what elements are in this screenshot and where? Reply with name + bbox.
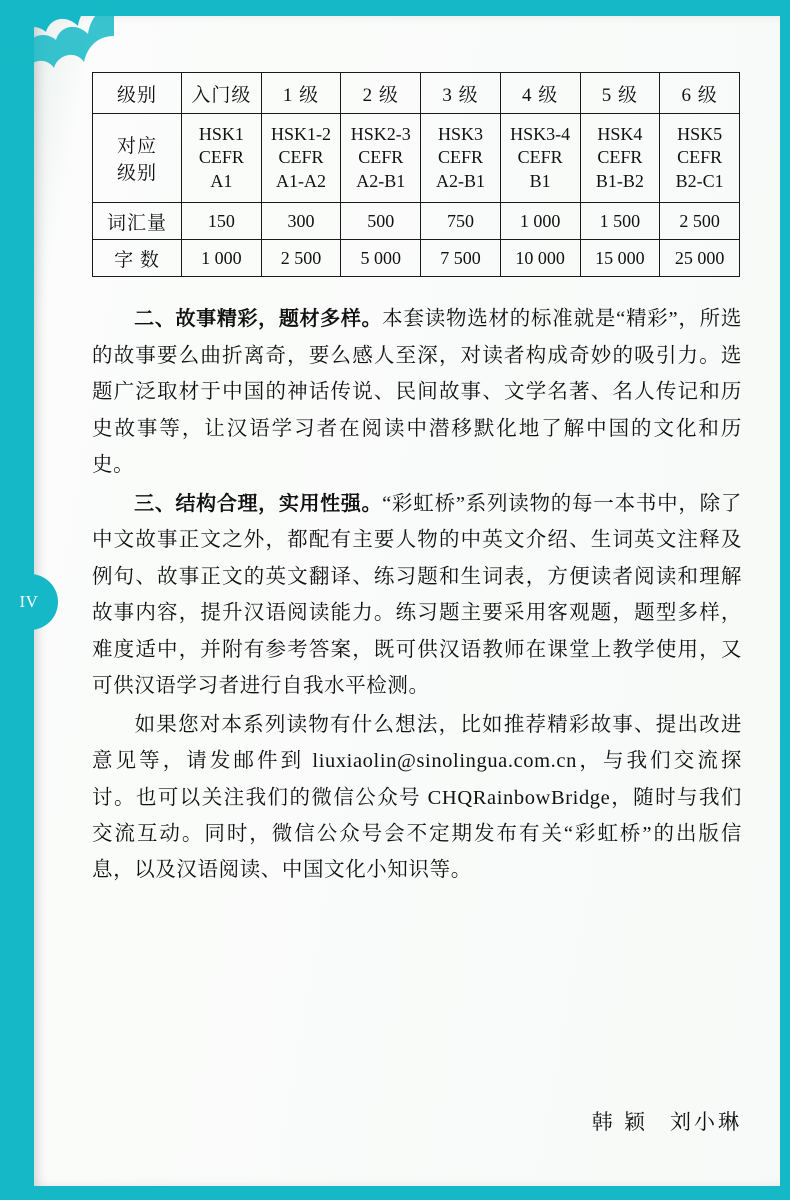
chars-cell-6: 25 000 — [660, 240, 740, 277]
cefr-cell-6-l3: B2-C1 — [675, 170, 724, 191]
cefr-cell-5 — [580, 114, 660, 203]
cefr-cell-4 — [500, 114, 580, 203]
chars-cell-0: 1 000 — [182, 240, 262, 277]
page-edge-top — [0, 0, 790, 16]
cefr-cell-1-l2: CEFR — [278, 147, 324, 168]
level-cell-3: 3 级 — [421, 73, 501, 114]
cefr-cell-2-l2: CEFR — [358, 147, 404, 168]
chars-cell-3: 7 500 — [421, 240, 501, 277]
row-label-corresponding-line2: 级别 — [116, 163, 157, 184]
cefr-cell-6-l2: CEFR — [677, 147, 723, 168]
row-label-characters: 字 数 — [93, 240, 182, 277]
row-label-vocabulary: 词汇量 — [93, 203, 182, 240]
signature-name-1: 韩 颖 — [591, 1110, 648, 1134]
paragraph-3-heading: 三、结构合理，实用性强。 — [134, 492, 383, 515]
cefr-cell-0-l2: CEFR — [198, 147, 244, 168]
cefr-cell-3-l3: A2-B1 — [435, 170, 485, 191]
table-row-corresponding-level — [93, 114, 740, 203]
row-label-level: 级别 — [93, 73, 182, 114]
paragraph-contact — [92, 707, 742, 889]
row-label-corresponding-line1: 对应 — [116, 136, 157, 157]
cefr-cell-5-l3: B1-B2 — [595, 170, 644, 191]
cefr-cell-4-l3: B1 — [529, 170, 551, 191]
vocab-cell-1: 300 — [261, 203, 341, 240]
vocab-cell-6: 2 500 — [660, 203, 740, 240]
vocab-cell-2: 500 — [341, 203, 421, 240]
cefr-cell-6 — [660, 114, 740, 203]
cefr-cell-3-l1: HSK3 — [437, 124, 483, 145]
chars-cell-2: 5 000 — [341, 240, 421, 277]
page-number-tab — [0, 574, 58, 630]
cefr-cell-1-l3: A1-A2 — [276, 170, 327, 191]
table-row-vocabulary — [93, 203, 740, 240]
level-cell-1: 1 级 — [261, 73, 341, 114]
level-cell-4: 4 级 — [500, 73, 580, 114]
cefr-cell-5-l2: CEFR — [597, 147, 643, 168]
page-number: IV — [19, 592, 39, 611]
table-row-characters — [93, 240, 740, 277]
cefr-cell-5-l1: HSK4 — [597, 124, 643, 145]
signature-name-2: 刘小琳 — [670, 1110, 742, 1134]
cefr-cell-6-l1: HSK5 — [677, 124, 723, 145]
cefr-cell-3 — [421, 114, 501, 203]
table-row-level — [93, 73, 740, 114]
vocab-cell-5: 1 500 — [580, 203, 660, 240]
cefr-cell-0-l3: A1 — [210, 170, 233, 191]
paragraph-contact-body: 如果您对本系列读物有什么想法，比如推荐精彩故事、提出改进意见等，请发邮件到 liuxiaolin@sinolingua.com.cn，与我们交流探讨。也可以关注我们的微信公众号 CHQRainbowBridge，随时与我们交流互动。同时，微信公众号会不定期发布有关“彩虹桥”的出版信息，以及汉语阅读、中国文化小知识等。 — [92, 713, 742, 882]
cefr-cell-1-l1: HSK1-2 — [271, 124, 332, 145]
paragraph-3 — [92, 486, 742, 705]
cefr-cell-4-l2: CEFR — [517, 147, 563, 168]
paragraph-2-body: 本套读物选材的标准就是“精彩”，所选的故事要么曲折离奇，要么感人至深，对读者构成奇妙的吸引力。选题广泛取材于中国的神话传说、民间故事、文学名著、名人传记和历史故事等，让汉语学习者在阅读中潜移默化地了解中国的文化和历史。 — [92, 308, 743, 477]
page-edge-bottom — [0, 1186, 790, 1200]
paragraph-3-body: “彩虹桥”系列读物的每一本书中，除了中文故事正文之外，都配有主要人物的中英文介绍、生词英文注释及例句、故事正文的英文翻译、练习题和生词表，方便读者阅读和理解故事内容，提升汉语阅读能力。练习题主要采用客观题，题型多样，难度适中，并附有参考答案，既可供汉语教师在课堂上教学使用，又可供汉语学习者进行自我水平检测。 — [92, 492, 743, 698]
hsk-level-table — [92, 72, 740, 277]
chars-cell-5: 15 000 — [580, 240, 660, 277]
signature-line — [92, 1106, 742, 1136]
cefr-cell-2-l1: HSK2-3 — [350, 124, 411, 145]
level-cell-0: 入门级 — [182, 73, 262, 114]
level-cell-5: 5 级 — [580, 73, 660, 114]
page-edge-right — [780, 0, 790, 1200]
cefr-cell-3-l2: CEFR — [437, 147, 483, 168]
page-content — [92, 72, 742, 891]
cefr-cell-0 — [182, 114, 262, 203]
row-label-corresponding — [93, 114, 182, 203]
cefr-cell-2 — [341, 114, 421, 203]
level-cell-6: 6 级 — [660, 73, 740, 114]
vocab-cell-0: 150 — [182, 203, 262, 240]
paragraph-2-heading: 二、故事精彩，题材多样。 — [134, 308, 383, 330]
chars-cell-1: 2 500 — [261, 240, 341, 277]
vocab-cell-3: 750 — [421, 203, 501, 240]
chars-cell-4: 10 000 — [500, 240, 580, 277]
level-cell-2: 2 级 — [341, 73, 421, 114]
vocab-cell-4: 1 000 — [500, 203, 580, 240]
cefr-cell-0-l1: HSK1 — [198, 124, 244, 145]
paragraph-2 — [92, 301, 742, 484]
cefr-cell-1 — [261, 114, 341, 203]
cefr-cell-4-l1: HSK3-4 — [510, 124, 571, 145]
cefr-cell-2-l3: A2-B1 — [356, 170, 406, 191]
